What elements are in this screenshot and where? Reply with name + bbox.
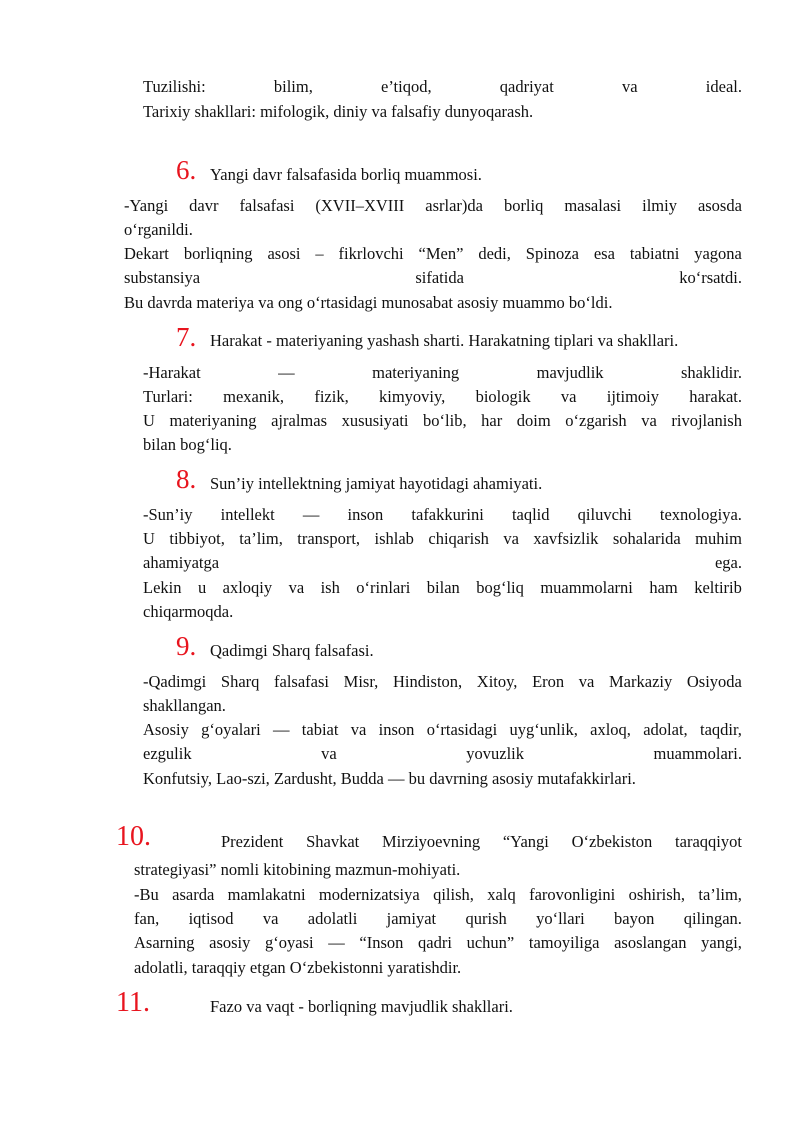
word: o‘rtasidagi	[426, 720, 498, 739]
word: tafakkurini	[411, 505, 484, 524]
section-11-number: 11.	[116, 987, 150, 1018]
section-8-line-1	[143, 503, 742, 527]
word: Shavkat	[306, 832, 360, 851]
word: xalq	[487, 885, 516, 904]
word: ham	[649, 578, 678, 597]
section-8-title: Sun’iy intellektning jamiyat hayotidagi ahamiyati.	[210, 474, 543, 493]
word: va	[503, 529, 519, 548]
word: -Yangi	[124, 196, 169, 215]
word: va	[641, 411, 657, 430]
word: materiyaning	[169, 411, 257, 430]
pre-line-2: Tarixiy shakllari: mifologik, diniy va falsafiy dunyoqarash.	[143, 102, 534, 121]
word: ijtimoiy	[606, 387, 660, 406]
section-7-line-2	[143, 385, 742, 409]
section-6-line-5: Bu davrda materiya va ong o‘rtasidagi munosabat asosiy muammo bo‘ldi.	[124, 293, 613, 312]
word: sohalarida	[612, 529, 681, 548]
word: tabiatni	[629, 244, 680, 263]
section-7-line-1	[143, 361, 742, 385]
word: ishlab	[374, 529, 414, 548]
word: qadriyat	[499, 77, 554, 96]
word: harakat.	[689, 387, 742, 406]
section-10-line-3	[134, 907, 742, 931]
word: bog‘liq	[476, 578, 524, 597]
word: modernizatsiya	[318, 885, 420, 904]
word: xavfsizlik	[533, 529, 599, 548]
word: borliqning	[183, 244, 253, 263]
word: qurish	[465, 909, 507, 928]
word: xususiyati	[341, 411, 409, 430]
section-9-number: 9.	[176, 631, 197, 661]
word: o‘zgarish	[565, 411, 627, 430]
section-6-line-1	[124, 194, 742, 218]
word: axloq,	[590, 720, 631, 739]
word: texnologiya.	[659, 505, 742, 524]
word: Lekin	[143, 578, 182, 597]
word: tibbiyot,	[169, 529, 225, 548]
section-7-title: Harakat - materiyaning yashash sharti. Harakatning tiplari va shakllari.	[210, 331, 679, 350]
word: keltirib	[694, 578, 742, 597]
section-8-line-4	[143, 576, 742, 600]
section-10-line-2	[134, 883, 742, 907]
word: inson	[347, 505, 384, 524]
word: Asosiy	[143, 720, 189, 739]
word: mavjudlik	[536, 363, 604, 382]
section-9-line-5: Konfutsiy, Lao-szi, Zardusht, Budda — bu davrning asosiy mutafakkirlari.	[143, 769, 636, 788]
section-9-line-1	[143, 670, 742, 694]
section-10-line-5: adolatli, taraqqiy etgan O‘zbekistonni yaratishdir.	[134, 958, 462, 977]
word: muammolarni	[540, 578, 633, 597]
word: —	[278, 363, 295, 382]
section-7-line-3	[143, 409, 742, 433]
word: biologik	[475, 387, 531, 406]
word: asarda	[172, 885, 215, 904]
section-11-title: Fazo va vaqt - borliqning mavjudlik shakllari.	[210, 997, 513, 1016]
section-9-line-2: shakllangan.	[143, 696, 226, 715]
word: ezgulik	[143, 744, 192, 763]
word: masalasi	[564, 196, 622, 215]
word: taraqqiyot	[675, 832, 742, 851]
word: yovuzlik	[466, 744, 524, 763]
word: inson	[378, 720, 415, 739]
word: esa	[593, 244, 615, 263]
word: —	[302, 505, 320, 524]
word: o‘rinlari	[356, 578, 411, 597]
word: U	[143, 529, 155, 548]
word: ahamiyatga	[143, 553, 220, 572]
word: qilingan.	[683, 909, 742, 928]
word: (XVII–XVIII	[315, 196, 405, 215]
word: substansiya	[124, 268, 201, 287]
word: falsafasi	[239, 196, 295, 215]
word: intellekt	[220, 505, 275, 524]
word: ta’lim,	[239, 529, 283, 548]
word: Mirziyoevning	[382, 832, 481, 851]
word: g‘oyasi	[265, 933, 314, 952]
word: U	[143, 411, 155, 430]
word: sifatida	[415, 268, 464, 287]
word: “Yangi	[502, 832, 549, 851]
section-10-title	[221, 830, 742, 854]
word: ilmiy	[642, 196, 677, 215]
word: shaklidir.	[681, 363, 742, 382]
word: Asarning	[134, 933, 195, 952]
word: yo‘llari	[536, 909, 585, 928]
word: asosi	[267, 244, 301, 263]
word: va	[578, 672, 595, 691]
section-8-number: 8.	[176, 464, 197, 494]
word: axloqiy	[222, 578, 273, 597]
word: Osiyoda	[686, 672, 742, 691]
word: muhim	[695, 529, 742, 548]
word: -Sun’iy	[143, 505, 193, 524]
word: adolatli	[307, 909, 358, 928]
word: dedi,	[478, 244, 511, 263]
word: uchun”	[466, 933, 515, 952]
word: kimyoviy,	[379, 387, 446, 406]
word: —	[328, 933, 345, 952]
word: ega.	[714, 553, 742, 572]
section-10-line-4	[134, 931, 742, 955]
word: “Men”	[418, 244, 464, 263]
word: taqlid	[511, 505, 550, 524]
word: bilim,	[273, 77, 313, 96]
section-10-line-1: strategiyasi” nomli kitobining mazmun-mohiyati.	[134, 860, 461, 879]
word: Eron	[532, 672, 565, 691]
word: tamoyiliga	[528, 933, 600, 952]
word: –	[315, 244, 324, 263]
word: qiluvchi	[577, 505, 632, 524]
word: asoslangan	[614, 933, 687, 952]
section-7-line-4: bilan bog‘liq.	[143, 435, 232, 454]
section-6-number: 6.	[176, 155, 197, 185]
word: va	[560, 387, 577, 406]
word: mexanik,	[223, 387, 285, 406]
word: va	[262, 909, 279, 928]
word: uyg‘unlik,	[509, 720, 578, 739]
section-9-line-3	[143, 718, 742, 742]
word: va	[622, 77, 638, 96]
word: Markaziy	[609, 672, 673, 691]
word: har	[481, 411, 503, 430]
word: —	[273, 720, 290, 739]
word: tabiat	[301, 720, 339, 739]
word: adolat,	[643, 720, 688, 739]
word: Prezident	[221, 832, 284, 851]
word: mamlakatni	[227, 885, 306, 904]
section-6-line-3	[124, 242, 742, 266]
section-10-number: 10.	[116, 821, 151, 852]
word: -Harakat	[143, 363, 201, 382]
word: taqdir,	[699, 720, 742, 739]
word: Misr,	[343, 672, 379, 691]
word: Tuzilishi:	[143, 77, 206, 96]
word: g‘oyalari	[201, 720, 261, 739]
word: Turlari:	[143, 387, 193, 406]
word: transport,	[297, 529, 361, 548]
section-9-title: Qadimgi Sharq falsafasi.	[210, 641, 374, 660]
word: bo‘lib,	[423, 411, 467, 430]
word: asosda	[697, 196, 742, 215]
section-6-title: Yangi davr falsafasida borliq muammosi.	[210, 165, 482, 184]
word: -Qadimgi	[143, 672, 207, 691]
word: chiqarish	[428, 529, 489, 548]
word: falsafasi	[274, 672, 330, 691]
word: ta’lim,	[698, 885, 742, 904]
word: bilan	[426, 578, 460, 597]
word: iqtisod	[188, 909, 234, 928]
section-8-line-2	[143, 527, 742, 551]
section-9-line-4	[143, 742, 742, 766]
word: fizik,	[314, 387, 349, 406]
word: Sharq	[220, 672, 260, 691]
word: Hindiston,	[392, 672, 463, 691]
word: bayon	[614, 909, 655, 928]
word: u	[197, 578, 207, 597]
word: yangi,	[701, 933, 742, 952]
word: e’tiqod,	[381, 77, 432, 96]
section-7-number: 7.	[176, 322, 197, 352]
word: qadri	[418, 933, 452, 952]
word: va	[321, 744, 337, 763]
section-8-line-3	[143, 551, 742, 575]
word: Xitoy,	[476, 672, 518, 691]
word: asosiy	[209, 933, 251, 952]
word: ideal.	[705, 77, 742, 96]
word: doim	[516, 411, 551, 430]
word: borliq	[503, 196, 544, 215]
word: ko‘rsatdi.	[679, 268, 742, 287]
word: va	[350, 720, 367, 739]
word: “Inson	[359, 933, 404, 952]
word: asrlar)da	[425, 196, 483, 215]
word: fikrlovchi	[338, 244, 404, 263]
word: rivojlanish	[671, 411, 742, 430]
word: Spinoza	[525, 244, 579, 263]
word: jamiyat	[386, 909, 437, 928]
word: ajralmas	[271, 411, 327, 430]
word: davr	[189, 196, 219, 215]
word: va	[288, 578, 305, 597]
word: materiyaning	[372, 363, 460, 382]
pre-line-1	[143, 75, 742, 99]
word: Dekart	[124, 244, 169, 263]
word: oshirish,	[628, 885, 685, 904]
word: yagona	[694, 244, 742, 263]
word: muammolari.	[653, 744, 742, 763]
section-8-line-5: chiqarmoqda.	[143, 602, 234, 621]
word: ish	[320, 578, 340, 597]
section-6-line-2: o‘rganildi.	[124, 220, 193, 239]
word: qilish,	[433, 885, 474, 904]
section-6-line-4	[124, 266, 742, 290]
word: farovonligini	[529, 885, 616, 904]
word: O‘zbekiston	[571, 832, 653, 851]
word: -Bu	[134, 885, 159, 904]
word: fan,	[134, 909, 160, 928]
